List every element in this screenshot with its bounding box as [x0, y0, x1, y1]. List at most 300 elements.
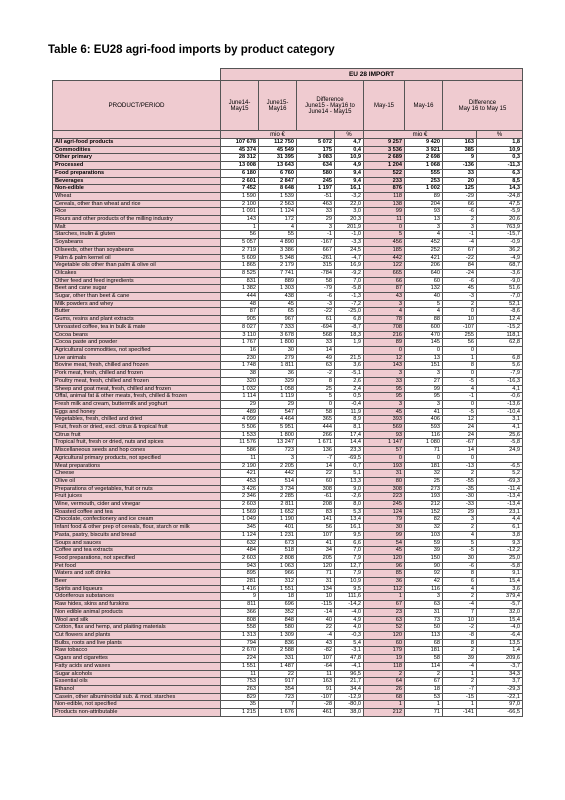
value-cell: 2 811 — [259, 501, 297, 509]
value-cell: 68 — [364, 693, 405, 701]
value-cell: 42 — [405, 578, 443, 586]
value-cell: -167 — [297, 239, 335, 247]
value-cell: 5 — [405, 300, 443, 308]
value-cell: -69,5 — [335, 454, 364, 462]
value-cell — [477, 454, 523, 462]
value-cell: 29 — [297, 216, 335, 224]
value-cell: 1 124 — [259, 208, 297, 216]
value-cell: 5,1 — [335, 470, 364, 478]
unit-blank — [53, 131, 221, 139]
value-cell: 876 — [364, 185, 405, 193]
value-cell: 96,5 — [335, 670, 364, 678]
value-cell: 555 — [405, 169, 443, 177]
table-row — [53, 501, 523, 509]
table-row — [53, 570, 523, 578]
value-cell: 7 — [259, 701, 297, 709]
value-cell: 1 811 — [259, 362, 297, 370]
value-cell: 2 190 — [221, 462, 259, 470]
value-cell: 93 — [364, 431, 405, 439]
value-cell: 10 — [443, 316, 477, 324]
value-cell: 3 — [443, 516, 477, 524]
value-cell: 3 — [405, 400, 443, 408]
value-cell: 2 100 — [221, 200, 259, 208]
table-row — [53, 531, 523, 539]
value-cell: 442 — [364, 254, 405, 262]
product-name-cell: Live animals — [53, 354, 221, 362]
value-cell: 0 — [297, 400, 335, 408]
value-cell: 696 — [259, 601, 297, 609]
value-cell: 13 — [405, 216, 443, 224]
value-cell: 1 416 — [221, 585, 259, 593]
product-name-cell: Sugar, other than beet & cane — [53, 293, 221, 301]
value-cell: 53 — [405, 693, 443, 701]
value-cell: 4,9 — [335, 162, 364, 170]
value-cell: 11 576 — [221, 439, 259, 447]
value-cell: 3 110 — [221, 331, 259, 339]
value-cell: 41 — [405, 408, 443, 416]
value-cell: 30 — [259, 346, 297, 354]
value-cell: 61 — [297, 316, 335, 324]
value-cell: -4,9 — [477, 254, 523, 262]
product-name-cell: Wool and silk — [53, 616, 221, 624]
value-cell: 12,7 — [335, 562, 364, 570]
value-cell: 252 — [405, 246, 443, 254]
product-name-cell: Soyabeans — [53, 239, 221, 247]
value-cell: 26 — [364, 685, 405, 693]
product-name-cell: Poultry meat, fresh, chilled and frozen — [53, 377, 221, 385]
value-cell: 60 — [405, 277, 443, 285]
value-cell: 4,1 — [477, 385, 523, 393]
value-cell: -4 — [297, 632, 335, 640]
value-cell: 2 847 — [259, 177, 297, 185]
value-cell: 97,0 — [477, 701, 523, 709]
value-cell: 14,4 — [335, 439, 364, 447]
value-cell: -1 — [443, 393, 477, 401]
value-cell: 67 — [364, 601, 405, 609]
value-cell: 5 951 — [259, 424, 297, 432]
table-row — [53, 154, 523, 162]
value-cell: -0,4 — [335, 400, 364, 408]
value-cell: 22,0 — [335, 200, 364, 208]
value-cell: 442 — [259, 470, 297, 478]
value-cell: -13,6 — [477, 400, 523, 408]
value-cell: 163 — [443, 139, 477, 147]
value-cell: 95 — [364, 393, 405, 401]
value-cell: 34,4 — [335, 685, 364, 693]
value-cell: -6,4 — [477, 632, 523, 640]
value-cell: 230 — [221, 354, 259, 362]
value-cell: 14,3 — [477, 185, 523, 193]
page-title: Table 6: EU28 agri-food imports by product category — [48, 44, 335, 56]
table-row — [53, 454, 523, 462]
value-cell: 831 — [221, 277, 259, 285]
value-cell: 0,5 — [335, 393, 364, 401]
value-cell: 48 — [221, 300, 259, 308]
value-cell: 1 748 — [221, 362, 259, 370]
value-cell: 67 — [405, 678, 443, 686]
value-cell: -5 — [443, 408, 477, 416]
table-row — [53, 331, 523, 339]
value-cell: 1 — [443, 670, 477, 678]
value-cell: -80,0 — [335, 701, 364, 709]
value-cell: 45 549 — [259, 146, 297, 154]
value-cell: 600 — [405, 323, 443, 331]
value-cell: 13,3 — [335, 477, 364, 485]
value-cell: 132 — [405, 285, 443, 293]
table-row — [53, 655, 523, 663]
value-cell: 3 678 — [259, 331, 297, 339]
value-cell: 118 — [364, 192, 405, 200]
table-row — [53, 231, 523, 239]
value-cell: 5,3 — [335, 508, 364, 516]
value-cell: 763,9 — [477, 223, 523, 231]
value-cell: 895 — [221, 570, 259, 578]
value-cell: -5,8 — [335, 285, 364, 293]
value-cell: 34 — [297, 547, 335, 555]
value-cell: 320 — [221, 377, 259, 385]
value-cell: 45 — [364, 408, 405, 416]
value-cell: 281 — [221, 578, 259, 586]
value-cell: -33 — [443, 501, 477, 509]
value-cell: 118 — [364, 662, 405, 670]
value-cell: 14 — [443, 447, 477, 455]
value-cell: 40 — [405, 293, 443, 301]
value-cell: 470 — [405, 331, 443, 339]
value-cell: -8 — [443, 632, 477, 640]
product-name-cell: Ethanol — [53, 685, 221, 693]
col-difference-monthly: Difference May 16 to May 15 — [443, 81, 523, 131]
value-cell: 9,5 — [335, 585, 364, 593]
product-name-cell: Raw hides, skins and furskins — [53, 601, 221, 609]
value-cell: 13,5 — [477, 639, 523, 647]
value-cell: 3,0 — [335, 208, 364, 216]
value-cell: 91 — [297, 685, 335, 693]
value-cell: 112 750 — [259, 139, 297, 147]
product-name-cell: Agricultural commodities, not specified — [53, 346, 221, 354]
value-cell: 0,3 — [477, 154, 523, 162]
value-cell: 65 — [259, 308, 297, 316]
value-cell: 4 — [443, 585, 477, 593]
value-cell: 66 — [364, 277, 405, 285]
value-cell: 6,3 — [477, 169, 523, 177]
value-cell: 7,0 — [335, 547, 364, 555]
value-cell: -12,2 — [477, 547, 523, 555]
value-cell: 2 603 — [221, 554, 259, 562]
value-cell: 1 114 — [221, 393, 259, 401]
product-name-cell: Pasta, pastry, biscuits and bread — [53, 531, 221, 539]
value-cell: 379,4 — [477, 593, 523, 601]
value-cell: 10 — [297, 593, 335, 601]
value-cell: 3,1 — [477, 416, 523, 424]
value-cell: 85 — [364, 570, 405, 578]
value-cell: 33 — [443, 169, 477, 177]
value-cell: 30 — [364, 524, 405, 532]
value-cell: -3 — [297, 300, 335, 308]
table-row — [53, 439, 523, 447]
product-name-cell: Non edible animal products — [53, 608, 221, 616]
value-cell: 3 — [405, 370, 443, 378]
value-cell: 273 — [405, 485, 443, 493]
value-cell: 66 — [443, 200, 477, 208]
value-cell: 1 — [364, 593, 405, 601]
table-row — [53, 192, 523, 200]
value-cell: 35 — [221, 701, 259, 709]
table-row — [53, 370, 523, 378]
value-cell: 632 — [221, 539, 259, 547]
table-row — [53, 285, 523, 293]
product-name-cell: Casein, other albuminoidal sub. & mod. starches — [53, 693, 221, 701]
value-cell: -5,1 — [335, 370, 364, 378]
value-cell: 2 — [443, 216, 477, 224]
value-cell: -7 — [297, 454, 335, 462]
value-cell: 4 — [443, 385, 477, 393]
value-cell: 206 — [405, 262, 443, 270]
value-cell: 1 091 — [221, 208, 259, 216]
value-cell: -5,8 — [477, 562, 523, 570]
table-row — [53, 554, 523, 562]
value-cell: -0,9 — [477, 239, 523, 247]
value-cell: 484 — [221, 547, 259, 555]
value-cell: -55 — [443, 477, 477, 485]
value-cell: 71 — [405, 447, 443, 455]
value-cell: 9,3 — [477, 539, 523, 547]
value-cell: 78 — [364, 316, 405, 324]
value-cell: 124 — [364, 508, 405, 516]
product-name-cell: Sheep and goat meat, fresh, chilled and frozen — [53, 385, 221, 393]
value-cell: 1 231 — [259, 531, 297, 539]
value-cell: 406 — [405, 416, 443, 424]
value-cell: 223 — [364, 493, 405, 501]
product-name-cell: Other feed and feed ingredients — [53, 277, 221, 285]
value-cell: 366 — [221, 608, 259, 616]
product-name-cell: Raw tobacco — [53, 647, 221, 655]
value-cell: 3 — [364, 300, 405, 308]
value-cell: -4,0 — [335, 608, 364, 616]
product-name-cell: Food preparations — [53, 169, 221, 177]
value-cell: 966 — [259, 570, 297, 578]
product-name-cell: Rice — [53, 208, 221, 216]
value-cell: -3,6 — [477, 269, 523, 277]
value-cell: -6 — [297, 293, 335, 301]
product-name-cell: Bovine meat, fresh, chilled and frozen — [53, 362, 221, 370]
value-cell: 96 — [364, 562, 405, 570]
value-cell: 36 — [259, 370, 297, 378]
value-cell: 60 — [364, 639, 405, 647]
value-cell: 308 — [297, 485, 335, 493]
value-cell: 58 — [405, 655, 443, 663]
product-name-cell: Products non-attributable — [53, 709, 221, 717]
value-cell: 245 — [297, 177, 335, 185]
value-cell: 16,9 — [335, 262, 364, 270]
value-cell: 352 — [259, 608, 297, 616]
value-cell: 315 — [297, 262, 335, 270]
table-row — [53, 323, 523, 331]
value-cell: 138 — [364, 200, 405, 208]
table-row — [53, 400, 523, 408]
value-cell: 4,0 — [335, 624, 364, 632]
product-name-cell: Vegetables, fresh, chilled and dried — [53, 416, 221, 424]
col-june14-may15: June14- May15 — [221, 81, 259, 131]
value-cell: 1 197 — [297, 185, 335, 193]
value-cell: 68 — [405, 639, 443, 647]
table-row — [53, 662, 523, 670]
value-cell: 7 741 — [259, 269, 297, 277]
table-row — [53, 462, 523, 470]
value-cell: 71 — [405, 709, 443, 717]
value-cell: 14 — [297, 462, 335, 470]
value-cell: 95 — [405, 393, 443, 401]
value-cell: 212 — [405, 501, 443, 509]
value-cell: 120 — [364, 554, 405, 562]
table-row — [53, 277, 523, 285]
product-name-cell: Beer — [53, 578, 221, 586]
value-cell: -82 — [297, 647, 335, 655]
value-cell: 461 — [297, 709, 335, 717]
value-cell: 1 032 — [221, 385, 259, 393]
value-cell: 4 — [443, 531, 477, 539]
product-name-cell: Unroasted coffee, tea in bulk & mate — [53, 323, 221, 331]
value-cell: -4 — [443, 662, 477, 670]
value-cell: 5 — [297, 393, 335, 401]
value-cell: 193 — [364, 462, 405, 470]
value-cell: 120 — [297, 562, 335, 570]
value-cell: 43 — [364, 293, 405, 301]
value-cell: 4 — [259, 223, 297, 231]
product-name-cell: Cotton, flax and hemp, and plaiting materials — [53, 624, 221, 632]
value-cell: 0 — [443, 400, 477, 408]
value-cell: 9,4 — [335, 169, 364, 177]
value-cell: 107 — [297, 655, 335, 663]
value-cell: 331 — [259, 655, 297, 663]
value-cell: -5 — [443, 377, 477, 385]
value-cell: 640 — [405, 269, 443, 277]
value-cell: 5 348 — [259, 254, 297, 262]
value-cell: 2 — [443, 300, 477, 308]
value-cell: 116 — [405, 585, 443, 593]
table-row — [53, 539, 523, 547]
product-name-cell: Non-edible — [53, 185, 221, 193]
value-cell — [477, 346, 523, 354]
product-name-cell: Fruit, fresh or dried, excl. citrus & tropical fruit — [53, 424, 221, 432]
product-name-cell: Waters and soft drinks — [53, 570, 221, 578]
value-cell: 245 — [364, 501, 405, 509]
value-cell: 723 — [259, 447, 297, 455]
value-cell: 1,4 — [477, 647, 523, 655]
product-period-header: PRODUCT/PERIOD — [53, 81, 221, 131]
value-cell: 3 — [297, 223, 335, 231]
value-cell: 456 — [364, 239, 405, 247]
table-row — [53, 624, 523, 632]
product-name-cell: Agricultural primary products, not specified — [53, 454, 221, 462]
value-cell: 24 — [443, 431, 477, 439]
value-cell: 14 — [297, 346, 335, 354]
value-cell: -6 — [443, 562, 477, 570]
value-cell: 8 648 — [259, 185, 297, 193]
value-cell: 5 506 — [221, 424, 259, 432]
value-cell: 580 — [297, 169, 335, 177]
value-cell: 1 671 — [297, 439, 335, 447]
value-cell: -22 — [297, 308, 335, 316]
product-name-cell: Preparations of vegetables, fruit or nuts — [53, 485, 221, 493]
value-cell: 3 921 — [405, 146, 443, 154]
value-cell: 51,6 — [477, 285, 523, 293]
value-cell: 848 — [259, 616, 297, 624]
value-cell: 5 — [364, 231, 405, 239]
table-row — [53, 339, 523, 347]
value-cell: 38 — [221, 370, 259, 378]
value-cell: 17,4 — [335, 431, 364, 439]
product-name-cell: Vegetable oils other than palm & olive oil — [53, 262, 221, 270]
value-cell: -24,8 — [477, 192, 523, 200]
value-cell: -5,7 — [477, 601, 523, 609]
value-cell: 15,4 — [477, 578, 523, 586]
product-name-cell: Palm & palm kernel oil — [53, 254, 221, 262]
table-row — [53, 447, 523, 455]
value-cell: 7 333 — [259, 323, 297, 331]
value-cell: 62,8 — [477, 339, 523, 347]
value-cell: 15,4 — [477, 616, 523, 624]
value-cell: 401 — [259, 524, 297, 532]
value-cell: 9 420 — [405, 139, 443, 147]
value-cell: 73 — [405, 616, 443, 624]
value-cell: 56 — [221, 231, 259, 239]
table-row — [53, 601, 523, 609]
value-cell: 31 395 — [259, 154, 297, 162]
value-cell: -9,2 — [335, 269, 364, 277]
value-cell: 68,7 — [477, 262, 523, 270]
product-name-cell: Bulbs, roots and live plants — [53, 639, 221, 647]
value-cell: 255 — [443, 331, 477, 339]
product-name-cell: Fruit juices — [53, 493, 221, 501]
value-cell: -3,1 — [335, 647, 364, 655]
value-cell: 113 — [405, 632, 443, 640]
value-cell: 58 — [297, 277, 335, 285]
value-cell: 3 386 — [259, 246, 297, 254]
value-cell: 1 539 — [259, 192, 297, 200]
value-cell: 19 — [364, 655, 405, 663]
value-cell: -107 — [297, 693, 335, 701]
table-row — [53, 169, 523, 177]
value-cell: 181 — [405, 462, 443, 470]
table-row — [53, 493, 523, 501]
value-cell: -4 — [443, 239, 477, 247]
value-cell: 120 — [364, 632, 405, 640]
value-cell: -67 — [443, 439, 477, 447]
value-cell: 145 — [405, 339, 443, 347]
product-name-cell: All agri-food products — [53, 139, 221, 147]
value-cell: -29,3 — [477, 685, 523, 693]
value-cell: -69,3 — [477, 477, 523, 485]
value-cell: 24 — [443, 424, 477, 432]
value-cell: 889 — [259, 277, 297, 285]
value-cell: 31 — [364, 470, 405, 478]
value-cell: 21,7 — [335, 678, 364, 686]
value-cell: 8 — [443, 570, 477, 578]
value-cell: 95 — [364, 385, 405, 393]
value-cell: 38,0 — [335, 709, 364, 717]
value-cell: 1 767 — [221, 339, 259, 347]
value-cell: -1 — [443, 231, 477, 239]
table-row — [53, 408, 523, 416]
value-cell: 175 — [297, 146, 335, 154]
table-row — [53, 239, 523, 247]
value-cell: -7,2 — [335, 300, 364, 308]
value-cell: 27 — [405, 377, 443, 385]
value-cell: 8 027 — [221, 323, 259, 331]
value-cell: 522 — [364, 169, 405, 177]
value-cell: 593 — [405, 424, 443, 432]
value-cell: 0 — [364, 223, 405, 231]
